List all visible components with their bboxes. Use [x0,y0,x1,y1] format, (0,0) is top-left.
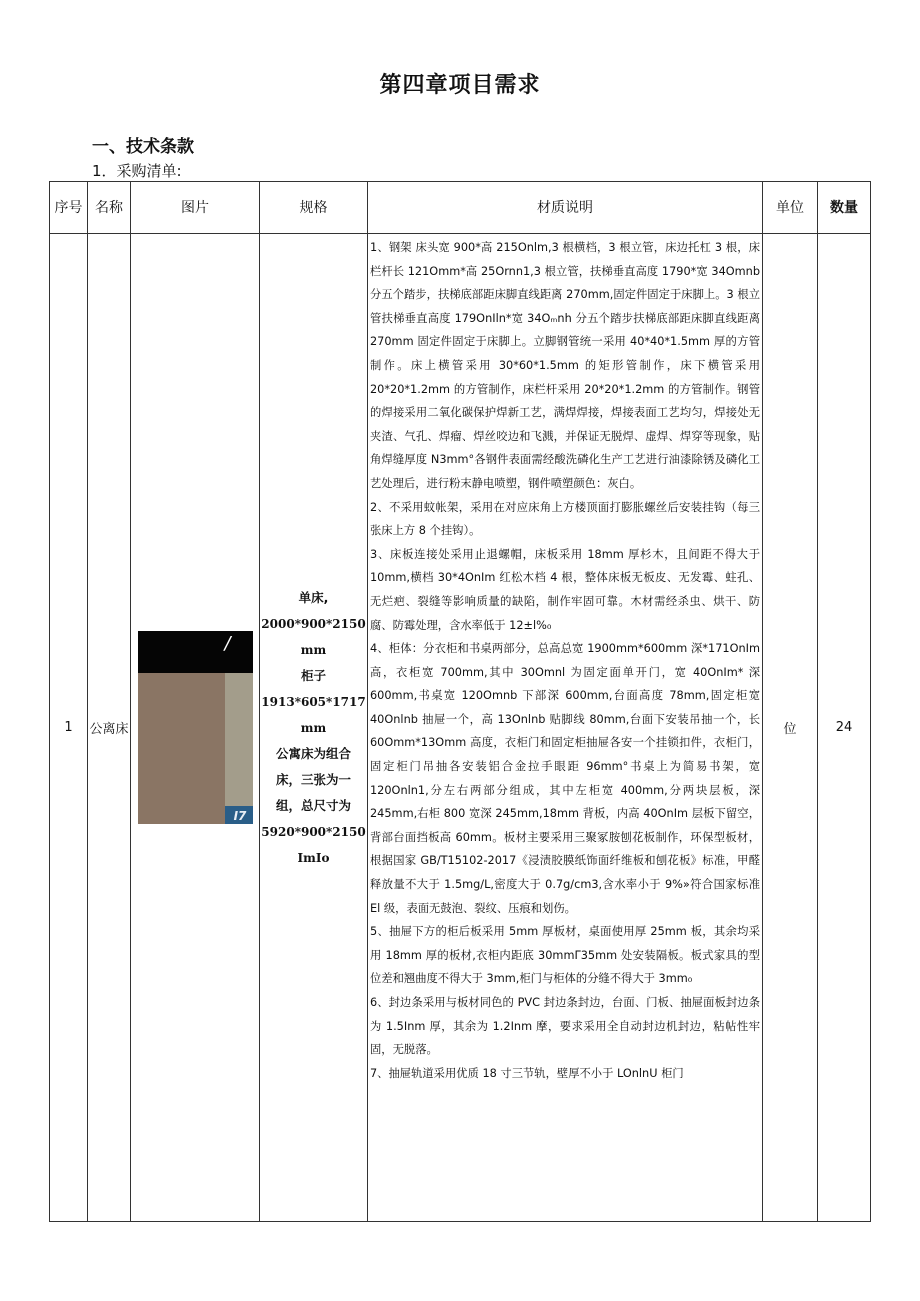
header-quantity: 数量 [818,182,871,234]
row-material [368,234,763,1222]
spec-line: 组，总尺寸为 [275,797,351,813]
spec-line: 2000*900*2150 [261,616,366,631]
row-name: 公离床 [88,234,131,1222]
table-header-row [50,182,871,234]
spec-line: mm [300,642,327,657]
spec-line: 单床, [298,589,329,605]
table-row [50,234,871,1222]
spec-line: mm [300,720,327,735]
page-title: 第四章项目需求 [379,73,541,98]
header-name: 名称 [88,182,131,234]
spec-line: ImIo [297,850,330,865]
header-unit: 单位 [763,182,818,234]
row-spec [260,234,368,1222]
material-paragraph: 7、抽屉轨道采用优质 18 寸三节轨，壁厚不小于 LOnlnU 柜门 [370,1066,684,1080]
section-heading: 一、技术条款 [92,137,194,157]
material-paragraph: 5、抽屉下方的柜后板采用 5mm 厚板材，桌面使用厚 25mm 板，其余均采用 18mm 厚的板材,衣柜内距底 30mmΓ35mm 处安装隔板。板式家具的型位差和翘曲度不得大于 3mm,柜门与柜体的分缝不得大于 3mm₀ [370,925,760,986]
procurement-list-heading: 1．采购清单: [92,162,182,180]
row-unit: 位 [763,234,818,1222]
material-paragraph: 1、钢架 床头宽 900*高 215Onlm,3 根横档，3 根立管，床边托杠 3 根，床栏杆长 121Omm*高 25Ornn1,3 根立管，扶梯垂直高度 1790*宽 34Omnb 分五个踏步，扶梯底部距床脚直线距离 270mm,固定件固定于床脚上。3 根立管扶梯垂直高度 179OnIln*宽 34Oₘnh 分五个踏步扶梯底部距床脚直线距离 270mm 固定件固定于床脚上。立脚钢管统一采用 40*40*1.5mm 厚的方管制作。床上横管采用 30*60*1.5mm 的矩形管制作，床下横管采用 20*20*1.2mm 的方管制作，床栏杆采用 20*20*1.2mm 的方管制作。钢管的焊接采用二氧化碳保护焊新工艺，满焊焊接，焊接表面工艺均匀，焊接处无夹渣、气孔、焊瘤、焊丝咬边和飞溅，并保证无脱焊、虚焊、焊穿等现象，贴角焊缝厚度 N3mm°各钢件表面需经酸洗磷化生产工艺进行油漆除锈及磷化工艺处理后，进行粉末静电喷塑，钢件喷塑颜色：灰白。 [370,241,760,490]
header-seq: 序号 [50,182,88,234]
header-spec: 规格 [260,182,368,234]
material-paragraph: 3、床板连接处采用止退螺帽，床板采用 18mm 厚杉木，且间距不得大于 10mm,横档 30*4OnIm 红松木档 4 根，整体床板无板皮、无发霉、蛀孔、无烂疤、裂缝等影响质量的缺陷，制作牢固可靠。木材需经杀虫、烘干、防腐、防霉处理，含水率低于 12±l%₀ [370,547,760,632]
spec-line: 5920*900*2150 [261,824,366,839]
photo-corner-mark: I7 [225,806,253,824]
row-quantity: 24 [818,234,871,1222]
procurement-table [49,181,871,1222]
spec-line: 公寓床为组合 [275,745,351,761]
row-picture [131,234,260,1222]
spec-line: 床，三张为一 [275,771,351,787]
spec-line: 柜子 [300,667,326,683]
header-picture: 图片 [131,182,260,234]
bed-photo [138,631,253,824]
material-paragraph: 4、柜体：分衣柜和书桌两部分，总高总宽 1900mm*600mm 深*171OnIm 高，衣柜宽 700mm,其中 30Omnl 为固定面单开门，宽 40OnIm* 深 600mm,书桌宽 120Omnb 下部深 600mm,台面高度 78mm,固定柜宽 40Onlnb 抽屉一个，高 13Onlnb 贴脚线 80mm,台面下安装吊抽一个，长 60Omm*13Omm 高度，衣柜门和固定柜抽屉各安一个挂锁扣件，衣柜门，固定柜门吊抽各安装铝合金拉手眼距 96mm°书桌上为简易书架，宽 120Onln1,分左右两部分组成，其中左柜宽 400mm,分两块层板，深 245mm,右柜 800 宽深 245mm,18mm 背板，内高 40OnIm 层板下留空，背部台面挡板高 60mm。板材主要采用三聚冢胺刨花板制作，环保型板材，根据国家 GB/T15102-2017《浸渍胶膜纸饰面纤维板和刨花板》标准，甲醛释放量不大于 1.5mg/L,密度大于 0.7g/cm3,含水率小于 9%»符合国家标准 El 级，表面无鼓泡、裂纹、压痕和划伤。 [370,642,760,915]
spec-line: 1913*605*1717 [261,694,366,709]
material-paragraph: 2、不采用蚊帐架，采用在对应床角上方楼顶面打膨胀螺丝后安装挂钩（每三张床上方 8 个挂钩）。 [370,500,760,538]
photo-slash-mark: / [224,633,231,654]
material-paragraph: 6、封边条采用与板材同色的 PVC 封边条封边，台面、门板、抽屉面板封边条为 1.5Inm 厚，其余为 1.2Inm 摩，要求采用全自动封边机封边，粘帖性牢固，无脱落。 [370,996,760,1057]
row-seq: 1 [50,234,88,1222]
header-material: 材质说明 [368,182,763,234]
